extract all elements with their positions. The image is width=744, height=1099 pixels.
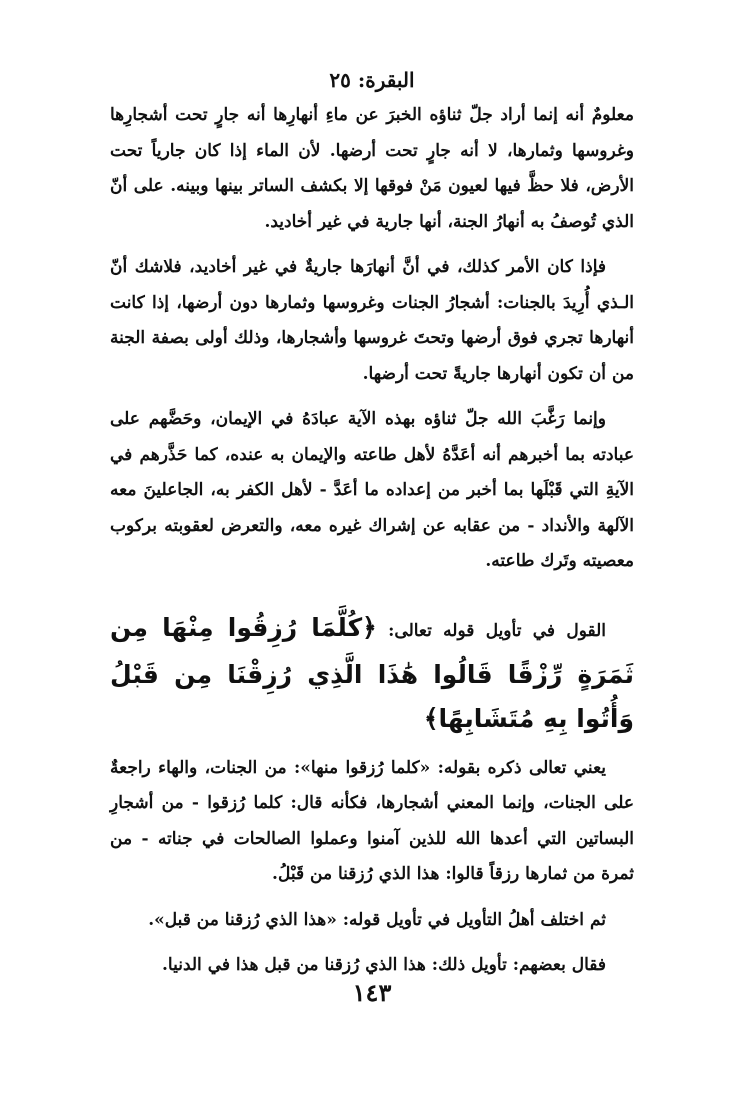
- quran-heading: [110, 606, 634, 741]
- page-content: [110, 64, 634, 994]
- paragraph-4: يعني تعالى ذكره بقوله: «كلما رُزقوا منها»: من الجنات، والهاء راجعةٌ على الجنات، وإنما المعني أشجارها، فكأنه قال: كلما رُزقوا - من أشجارِ البساتين التي أعدها الله للذين آمنوا وعملوا الصالحات في جناته - من ثمرة من ثمارها رزقاً قالوا: هذا الذي رُزقنا من قَبْلُ.: [110, 757, 634, 884]
- paragraph-1: معلومٌ أنه إنما أراد جلّ ثناؤه الخبرَ عن ماءِ أنهارِها أنه جارٍ تحت أشجارِها وغروسها وثمارها، لا أنه جارٍ تحت أرضها. لأن الماء إذا كان جارياً تحت الأرض، فلا حظَّ فيها لعيون مَنْ فوقها إلا بكشف الساتر بينها وبينه. على أنّ الذي تُوصفُ به أنهارُ الجنة، أنها جارية في غير أخاديد.: [110, 105, 634, 232]
- page-number: ١٤٣: [352, 978, 392, 1007]
- quran-intro: القول في تأويل قوله تعالى:: [388, 620, 606, 641]
- running-header: البقرة: ٢٥: [329, 68, 415, 92]
- paragraph-6: فقال بعضهم: تأويل ذلك: هذا الذي رُزقنا من قبل هذا في الدنيا.: [161, 955, 606, 975]
- paragraph-5: ثم اختلف أهلُ التأويل في تأويل قوله: «هذا الذي رُزقنا من قبل».: [148, 909, 606, 930]
- paragraph-3: وإنما رَغَّبَ الله جلّ ثناؤه بهذه الآية عبادَهُ في الإيمان، وحَضَّهم على عبادته بما أخبرهم أنه أعَدَّهُ لأهل طاعته والإيمان به عنده، كما حَذَّرهم في الآيةِ التي قَبْلَها بما أخبر من إعداده ما أعَدَّ - لأهل الكفر به، الجاعلينَ معه الآلهة والأنداد - من عقابه عن إشراك غيره معه، والتعرض لعقوبته بركوب معصيته وتَرك طاعته.: [110, 409, 634, 571]
- paragraph-2: فإذا كان الأمر كذلك، في أنَّ أنهارَها جاريةٌ في غير أخاديد، فلاشك أنّ الـذي أُرِيدَ بالجنات: أشجارُ الجنات وغروسها وثمارها دون أرضها، إذا كانت أنهارها تجري فوق أرضها وتحتَ غروسها وأشجارها، وذلك أولى بصفة الجنة من أن تكون أنهارها جاريةً تحت أرضها.: [110, 257, 634, 384]
- quran-verse: ﴿كُلَّمَا رُزِقُوا مِنْهَا مِن ثَمَرَةٍ رِّزْقًا قَالُوا هَٰذَا الَّذِي رُزِقْنَا مِن قَبْلُ وَأُتُوا بِهِ مُتَشَابِهًا﴾: [110, 612, 634, 733]
